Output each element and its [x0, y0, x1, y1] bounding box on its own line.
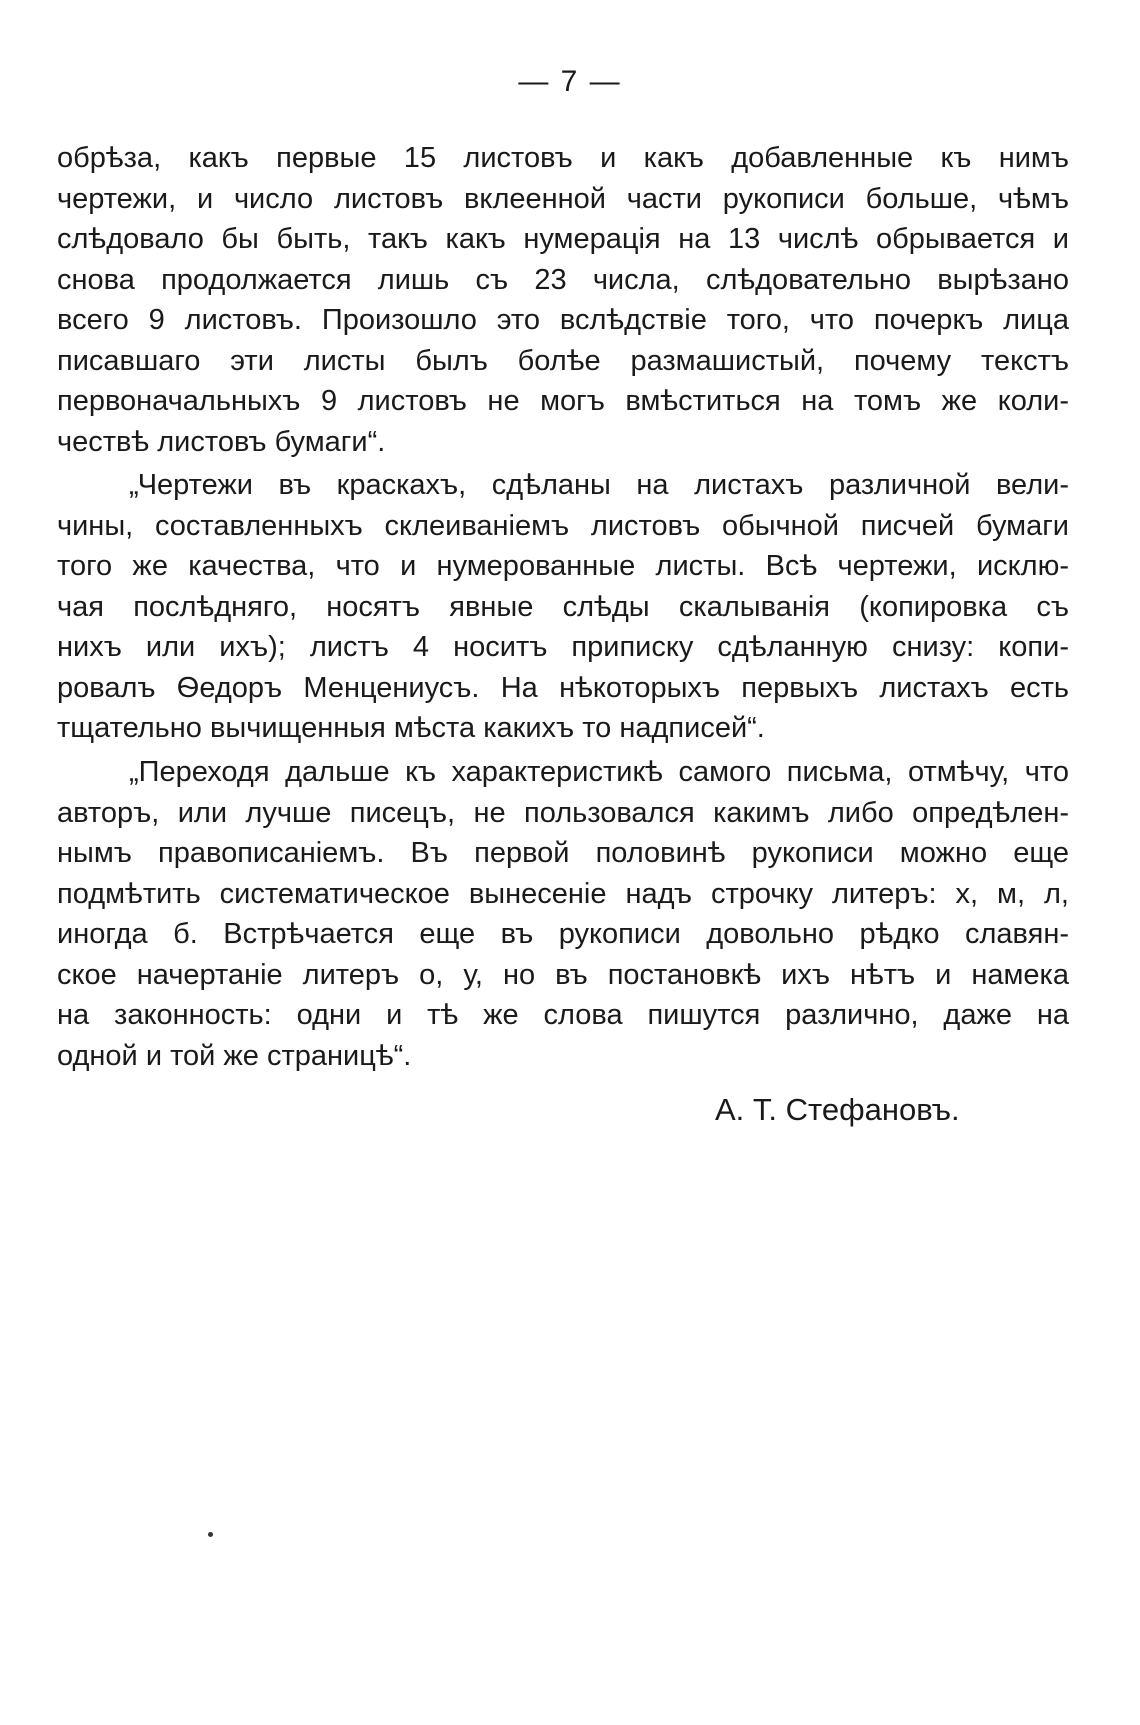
- text-line: на законность: одни и тѣ же слова пишутся различно, даже на: [57, 999, 1069, 1031]
- text-line: чертежи, и число листовъ вклеенной части рукописи больше, чѣмъ: [57, 182, 1069, 215]
- text-line: ское начертаніе литеръ о, у, но въ постановкѣ ихъ нѣтъ и намека: [57, 958, 1069, 991]
- text-line: „Чертежи въ краскахъ, сдѣланы на листахъ различной вели-: [129, 469, 1069, 501]
- page-number: — 7 —: [518, 65, 622, 98]
- text-line: писавшаго эти листы былъ болѣе размашистый, почему текстъ: [57, 344, 1069, 377]
- text-line: одной и той же страницѣ“.: [57, 1039, 412, 1072]
- text-line: авторъ, или лучше писецъ, не пользовался какимъ либо опредѣлен-: [57, 796, 1069, 829]
- text-line: нихъ или ихъ); листъ 4 носитъ приписку сдѣланную снизу: копи-: [57, 631, 1069, 663]
- text-line: подмѣтить систематическое вынесеніе надъ строчку литеръ: х, м, л,: [57, 877, 1069, 910]
- text-line: снова продолжается лишь съ 23 числа, слѣдовательно вырѣзано: [57, 263, 1069, 296]
- text-line: чая послѣдняго, носятъ явные слѣды скалыванія (копировка съ: [57, 590, 1069, 623]
- paragraph-3: [57, 752, 1069, 1076]
- paragraph-1: [57, 138, 1069, 462]
- text-line: иногда б. Встрѣчается еще въ рукописи довольно рѣдко славян-: [57, 918, 1069, 950]
- text-line: чины, составленныхъ склеиваніемъ листовъ обычной писчей бумаги: [57, 509, 1069, 542]
- text-line: того же качества, что и нумерованные листы. Всѣ чертежи, исклю-: [57, 550, 1069, 582]
- author-signature: А. Т. Стефановъ.: [715, 1092, 960, 1127]
- text-line: слѣдовало бы быть, такъ какъ нумерація на 13 числѣ обрывается и: [57, 223, 1069, 255]
- text-line: „Переходя дальше къ характеристикѣ самого письма, отмѣчу, что: [129, 756, 1069, 788]
- text-line: чествѣ листовъ бумаги“.: [57, 425, 386, 458]
- text-line: всего 9 листовъ. Произошло это вслѣдствіе того, что почеркъ лица: [57, 304, 1069, 336]
- text-line: тщательно вычищенныя мѣста какихъ то надписей“.: [57, 712, 765, 744]
- ink-speck: [208, 1532, 213, 1537]
- paragraph-2: [57, 465, 1069, 749]
- text-line: первоначальныхъ 9 листовъ не могъ вмѣститься на томъ же коли-: [57, 385, 1069, 417]
- text-line: обрѣза, какъ первые 15 листовъ и какъ добавленные къ нимъ: [57, 142, 1069, 174]
- text-line: ровалъ Ѳедоръ Менцениусъ. На нѣкоторыхъ первыхъ листахъ есть: [57, 671, 1069, 704]
- text-line: нымъ правописаніемъ. Въ первой половинѣ рукописи можно еще: [57, 837, 1069, 869]
